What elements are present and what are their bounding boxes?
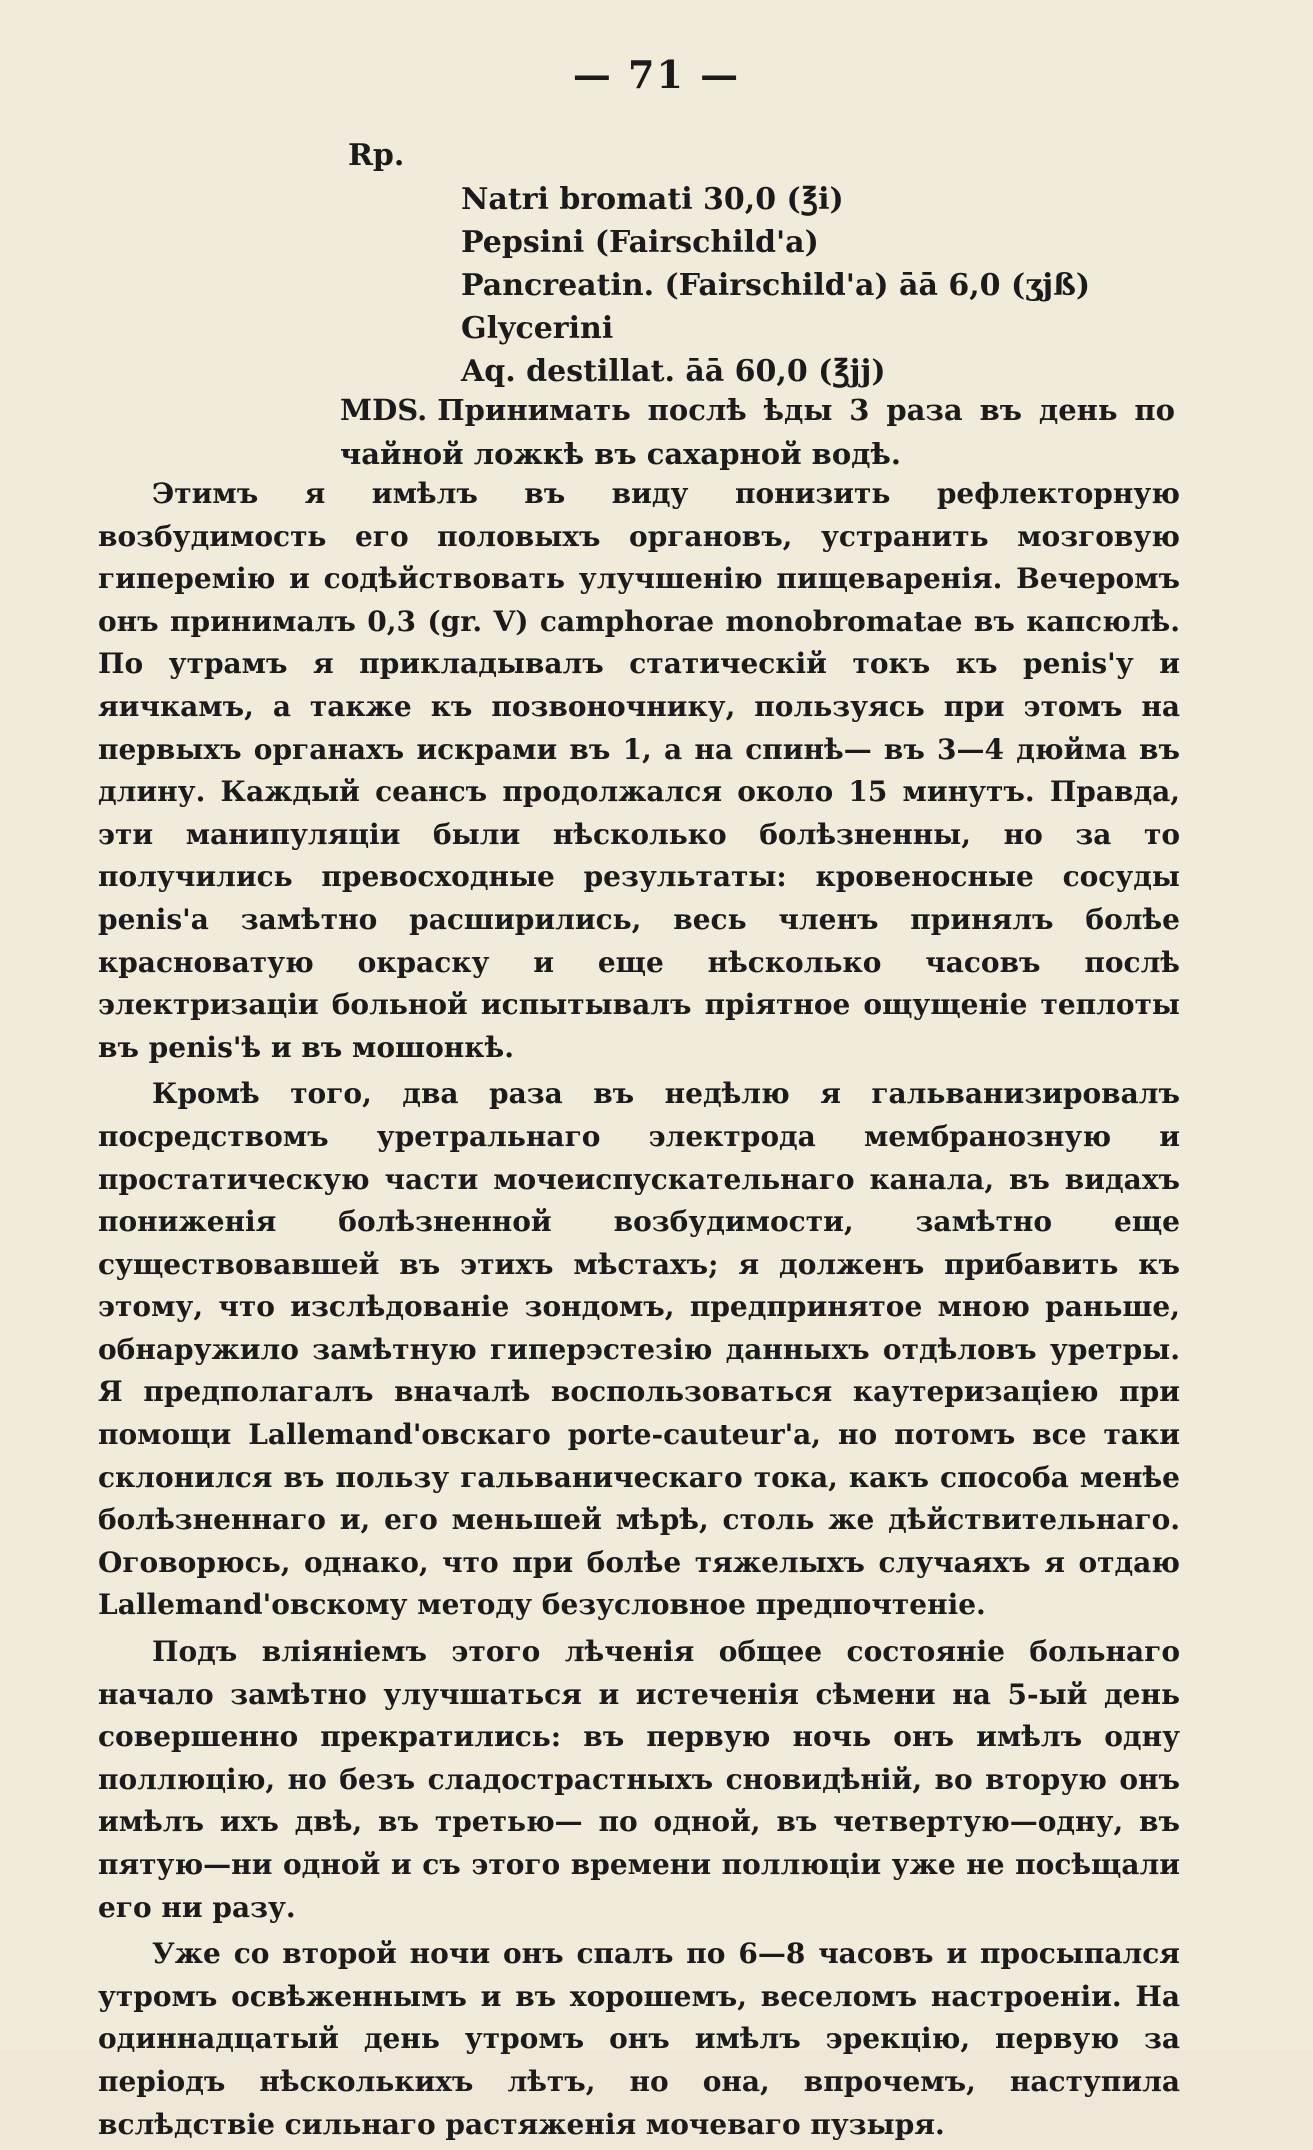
- paragraph: Этимъ я имѣлъ въ виду понизить рефлекторную возбудимость его половыхъ органовъ, устранить мозговую гиперемію и содѣйствовать улучшенію пищеваренія. Вечеромъ онъ принималъ 0,3 (gr. V) camphorae monobromatae въ капсюлѣ. По утрамъ я прикладывалъ статическій токъ къ penis'у и яичкамъ, а также къ позвоночнику, пользуясь при этомъ на первыхъ органахъ искрами въ 1, а на спинѣ— въ 3—4 дюйма въ длину. Каждый сеансъ продолжался около 15 минутъ. Правда, эти манипуляціи были нѣсколько болѣзненны, но за то получились превосходные результаты: кровеносные сосуды penis'a замѣтно расширились, весь членъ принялъ болѣе красноватую окраску и еще нѣсколько часовъ послѣ электризаціи больной испытывалъ пріятное ощущеніе теплоты въ penis'ѣ и въ мошонкѣ.: [98, 477, 1180, 1064]
- ingredient-line: Natri bromati 30,0 (℥i): [461, 182, 844, 217]
- ingredient-line: Aq. destillat. āā 60,0 (℥jj): [461, 354, 886, 389]
- paragraph: Кромѣ того, два раза въ недѣлю я гальванизировалъ посредствомъ уретральнаго электрода мембранозную и простатическую части мочеиспускательнаго канала, въ видахъ пониженія болѣзненной возбудимости, замѣтно еще существовавшей въ этихъ мѣстахъ; я долженъ прибавить къ этому, что изслѣдованіе зондомъ, предпринятое мною раньше, обнаружило замѣтную гиперэстезію данныхъ отдѣловъ уретры. Я предполагалъ вначалѣ воспользоваться каутеризаціею при помощи Lallemand'овскаго porte-cauteur'a, но потомъ все таки склонился въ пользу гальваническаго тока, какъ способа менѣе болѣзненнаго и, его меньшей мѣрѣ, столь же дѣйствительнаго. Оговорюсь, однако, что при болѣе тяжелыхъ случаяхъ я отдаю Lallemand'овскому методу безусловное предпочтеніе.: [98, 1077, 1180, 1622]
- paragraph: Подъ вліяніемъ этого лѣченія общее состояніе больнаго начало замѣтно улучшаться и истеченія сѣмени на 5-ый день совершенно прекратились: въ первую ночь онъ имѣлъ одну поллюцію, но безъ сладострастныхъ сновидѣній, во вторую онъ имѣлъ ихъ двѣ, въ третью— по одной, въ четвертую—одну, въ пятую—ни одной и съ этого времени поллюціи уже не посѣщали его ни разу.: [98, 1635, 1180, 1924]
- ingredient-line: Glycerini: [461, 311, 614, 346]
- prescription-instructions: [340, 388, 1175, 476]
- mds-text: Принимать послѣ ѣды 3 раза въ день по чайной ложкѣ въ сахарной водѣ.: [340, 393, 1175, 471]
- paragraph: Уже со второй ночи онъ спалъ по 6—8 часовъ и просыпался утромъ освѣженнымъ и въ хорошемъ, веселомъ настроеніи. На одиннадцатый день утромъ онъ имѣлъ эрекцію, первую за періодъ нѣсколькихъ лѣтъ, но она, впрочемъ, наступила вслѣдствіе сильнаго растяженія мочеваго пузыря.: [98, 1937, 1180, 2141]
- prescription-ingredients: [461, 178, 1090, 393]
- prescription-rp: Rp.: [348, 138, 405, 173]
- body-text: [98, 473, 1180, 2150]
- page-number: — 71 —: [572, 52, 741, 97]
- ingredient-line: Pancreatin. (Fairschild'a) āā 6,0 (ʒjß): [461, 268, 1091, 303]
- mds-label: MDS.: [340, 393, 428, 427]
- ingredient-line: Pepsini (Fairschild'a): [461, 225, 819, 260]
